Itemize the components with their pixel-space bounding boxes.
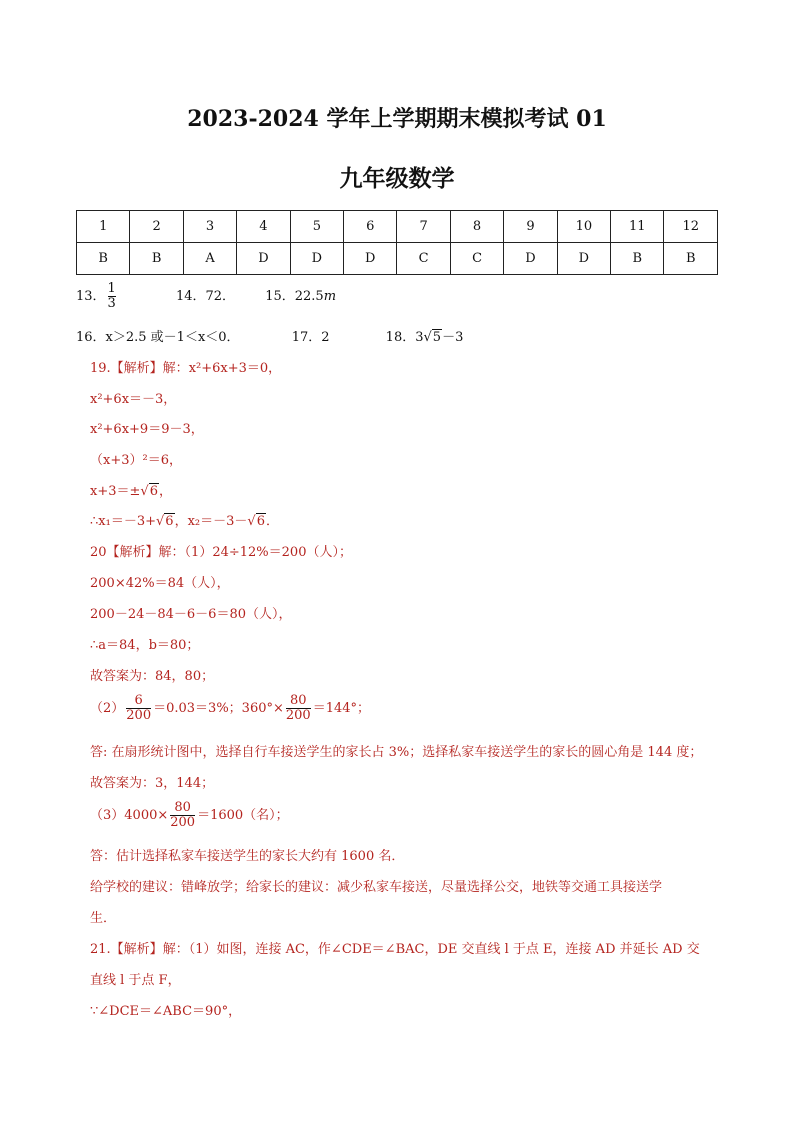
answer-cell: C [397, 243, 450, 275]
q20-part3-label: （3）4000× [90, 808, 169, 823]
answer-cell: D [504, 243, 557, 275]
q20-line10: 答：估计选择私家车接送学生的家长大约有 1600 名． [90, 849, 405, 864]
question-number-cell: 1 [77, 211, 130, 243]
answer-cell: D [237, 243, 290, 275]
page-title: 2023-2024 学年上学期期末模拟考试 01 [187, 106, 607, 132]
q18-prefix: 18．3 [385, 330, 424, 345]
q19-line5-end: ， [158, 484, 172, 499]
q15-answer: 15．22.5 [265, 289, 324, 304]
q13-label: 13． [76, 289, 106, 304]
denominator: 200 [126, 708, 152, 723]
sqrt-symbol: √6 [247, 514, 265, 529]
sqrt-symbol: √6 [155, 514, 174, 529]
question-number-cell: 4 [237, 211, 290, 243]
sqrt-symbol: √6 [140, 484, 158, 499]
question-number-cell: 8 [450, 211, 503, 243]
numerator: 80 [290, 693, 307, 708]
q19-line6 [90, 510, 279, 529]
answer-cell: B [77, 243, 130, 275]
answer-table-answer-row [77, 243, 718, 275]
q13-numerator: 1 [107, 281, 116, 296]
q14-answer: 14．72． [175, 289, 236, 304]
q20-line4: ∴a＝84，b＝80； [90, 638, 200, 653]
answer-cell: C [450, 243, 503, 275]
radicand: 6 [256, 514, 265, 529]
fraction [286, 694, 311, 723]
q21-line2: 直线 l 于点 F， [90, 973, 181, 988]
answer-cell: A [183, 243, 236, 275]
answer-cell: B [611, 243, 664, 275]
q17-answer: 17．2 [291, 330, 330, 345]
q19-x2: ，x₂＝－3－ [174, 514, 248, 529]
q20-heading: 20【解析】解： [90, 545, 185, 560]
fill-answers-line1 [76, 282, 336, 311]
q20-line2: 200×42%＝84（人）， [90, 576, 230, 591]
q19-x1: ∴x₁＝－3+ [90, 514, 156, 529]
question-number-cell: 3 [183, 211, 236, 243]
q20-line1 [90, 541, 352, 560]
denominator: 200 [285, 708, 311, 723]
q21-heading: 21.【解析】 [90, 942, 163, 957]
answer-cell: D [290, 243, 343, 275]
answer-cell: D [344, 243, 397, 275]
radicand: 6 [165, 514, 174, 529]
question-number-cell: 12 [664, 211, 718, 243]
q19-line6-end: ． [265, 514, 279, 529]
q20-part1: （1）24÷12%＝200（人）； [184, 545, 352, 560]
answer-cell: D [557, 243, 610, 275]
q19-line5 [90, 480, 172, 499]
q20-line6 [90, 694, 370, 723]
q20-line5: 故答案为：84，80； [90, 669, 215, 684]
page-subtitle: 九年级数学 [339, 165, 455, 192]
answer-table-number-row [77, 211, 718, 243]
q20-part2-mid: ＝0.03＝3%；360°× [153, 701, 284, 716]
q20-line9 [90, 801, 289, 830]
q15-unit: m [323, 289, 337, 304]
q19-heading: 19.【解析】解： [90, 361, 189, 376]
q19-line4: （x+3）²＝6， [90, 453, 182, 468]
q21-line1 [90, 938, 700, 957]
q18-suffix: －3 [442, 330, 464, 345]
q19-line2: x²+6x＝－3， [90, 392, 177, 407]
question-number-cell: 5 [290, 211, 343, 243]
q18-radicand: 5 [432, 330, 442, 345]
q21-body: 解：（1）如图，连接 AC，作∠CDE＝∠BAC，DE 交直线 l 于点 E，连接 AD 并延长 AD 交 [162, 942, 700, 957]
q19-line3: x²+6x+9＝9－3， [90, 422, 204, 437]
question-number-cell: 10 [557, 211, 610, 243]
question-number-cell: 2 [130, 211, 183, 243]
q18-sqrt: √5 [423, 330, 442, 345]
denominator: 200 [170, 815, 196, 830]
q20-part2-label: （2） [90, 701, 125, 716]
radicand: 6 [149, 484, 158, 499]
q16-answer: 16．x＞2.5 或－1＜x＜0． [76, 330, 240, 345]
q19-line1 [90, 357, 281, 376]
question-number-cell: 9 [504, 211, 557, 243]
q20-line8: 故答案为：3，144； [90, 776, 215, 791]
answer-cell: B [664, 243, 718, 275]
fraction [126, 694, 151, 723]
question-number-cell: 6 [344, 211, 397, 243]
numerator: 6 [134, 693, 143, 708]
q20-line3: 200－24－84－6－6＝80（人）， [90, 607, 292, 622]
numerator: 80 [174, 800, 191, 815]
q20-line12: 生． [90, 911, 117, 926]
answer-table [76, 210, 718, 275]
question-number-cell: 11 [611, 211, 664, 243]
q20-part3-end: ＝1600（名）； [197, 808, 289, 823]
q13-denominator: 3 [107, 296, 116, 311]
answer-cell: B [130, 243, 183, 275]
q19-line5-text: x+3＝± [90, 484, 141, 499]
q13-fraction [108, 282, 116, 311]
q20-part2-end: ＝144°； [312, 701, 371, 716]
question-number-cell: 7 [397, 211, 450, 243]
fill-answers-line2 [76, 326, 463, 345]
fraction [170, 801, 195, 830]
q20-line11: 给学校的建议：错峰放学；给家长的建议：减少私家车接送，尽量选择公交，地铁等交通工具接送学 [90, 880, 663, 895]
q21-line3: ∵∠DCE＝∠ABC＝90°， [90, 1004, 242, 1019]
q19-equation: x²+6x+3＝0， [188, 361, 282, 376]
q20-line7: 答: 在扇形统计图中，选择自行车接送学生的家长占 3%；选择私家车接送学生的家长的圆心角是 144 度； [90, 745, 703, 760]
